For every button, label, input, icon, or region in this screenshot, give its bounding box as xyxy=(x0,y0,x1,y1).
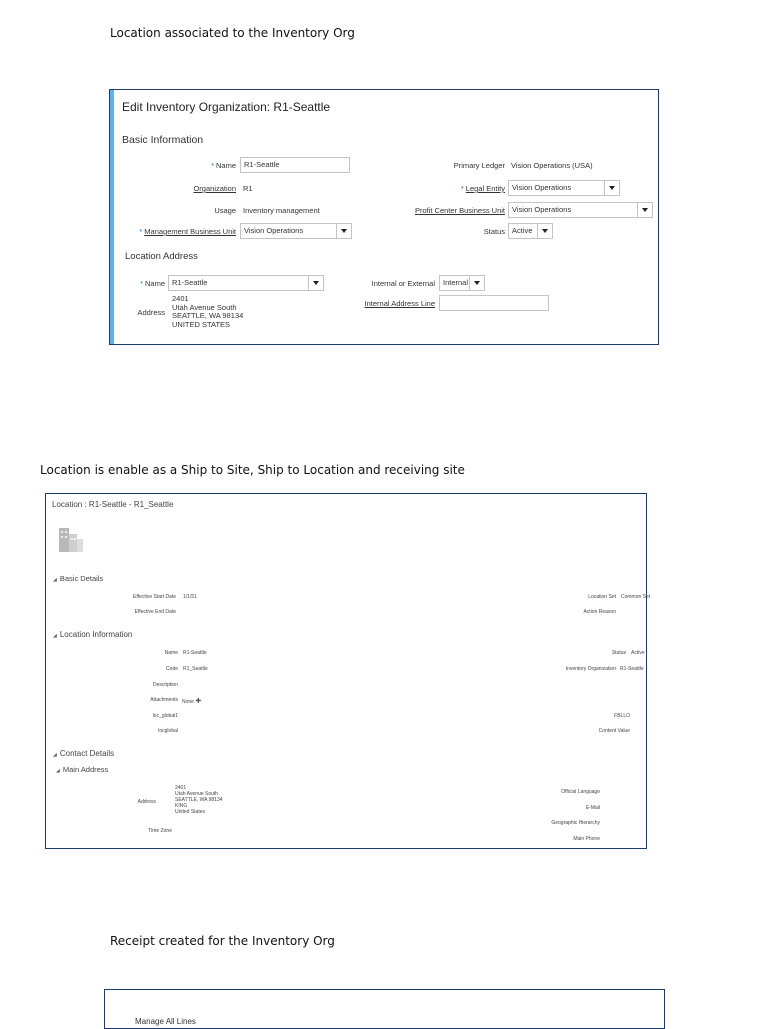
address-label: Address xyxy=(137,308,165,317)
attachments-label: Attachments xyxy=(150,697,178,703)
location-details-panel xyxy=(45,493,651,849)
location-name-select[interactable]: R1-Seattle xyxy=(168,275,324,291)
chevron-down-icon[interactable] xyxy=(637,203,652,217)
management-bu-label: * Management Business Unit xyxy=(139,227,236,236)
manage-all-lines-panel xyxy=(104,989,665,1029)
main-phone-label: Main Phone xyxy=(573,836,600,842)
code-label: Code xyxy=(166,666,178,672)
chevron-down-icon[interactable] xyxy=(604,181,619,195)
internal-external-select[interactable]: Internal xyxy=(439,275,485,291)
effective-start-value: 1/1/51 xyxy=(183,594,197,600)
legal-entity-select[interactable]: Vision Operations xyxy=(508,180,620,196)
fbllo-label: FBLLO xyxy=(614,713,630,719)
add-attachment-icon[interactable]: ✚ xyxy=(195,698,202,705)
status-value: Active xyxy=(631,650,645,656)
caption-inventory-org: Location associated to the Inventory Org xyxy=(110,26,355,40)
action-reason-label: Action Reason xyxy=(583,609,616,615)
description-label: Description xyxy=(152,682,178,688)
organization-value: R1 xyxy=(243,184,253,193)
collapse-triangle-icon[interactable]: ◢ xyxy=(56,768,60,774)
time-zone-label: Time Zone xyxy=(148,828,172,834)
section-main-address[interactable]: ◢ Main Address xyxy=(56,765,109,774)
status-label: Status xyxy=(483,227,505,236)
section-location-information[interactable]: ◢ Location Information xyxy=(53,630,133,639)
inventory-org-value: R1-Seattle xyxy=(620,666,644,672)
chevron-down-icon[interactable] xyxy=(537,224,552,238)
geographic-hierarchy-label: Geographic Hierarchy xyxy=(551,820,600,826)
internal-address-line-label: Internal Address Line xyxy=(364,299,435,308)
caption-ship-to-site: Location is enable as a Ship to Site, Ship to Location and receiving site xyxy=(40,463,465,477)
content-value-label: Content Value xyxy=(598,728,630,734)
address-block: 2401 Utah Avenue South SEATTLE, WA 98134 UNITED STATES xyxy=(172,294,244,329)
official-language-label: Official Language xyxy=(561,789,600,795)
location-set-label: Location Set xyxy=(588,594,616,600)
profit-center-bu-label: Profit Center Business Unit xyxy=(414,206,505,215)
attachments-value: None ✚ xyxy=(182,698,202,705)
location-set-value: Common Set xyxy=(621,594,651,600)
effective-end-label: Effective End Date xyxy=(134,609,176,615)
usage-value: Inventory management xyxy=(243,206,320,215)
name-label: * Name xyxy=(211,161,236,170)
legal-entity-label: * Legal Entity xyxy=(460,184,505,193)
name-value: R1-Seattle xyxy=(183,650,207,656)
status-select[interactable]: Active xyxy=(508,223,553,239)
primary-ledger-label: Primary Ledger xyxy=(453,161,505,170)
effective-start-label: Effective Start Date xyxy=(133,594,176,600)
edit-inventory-org-panel xyxy=(109,89,659,345)
collapse-triangle-icon[interactable]: ◢ xyxy=(53,752,57,758)
manage-all-lines-title: Manage All Lines xyxy=(135,1017,196,1026)
loc-global-label: loc_global1 xyxy=(152,713,178,719)
location-name-label: * Name xyxy=(140,279,165,288)
section-contact-details[interactable]: ◢ Contact Details xyxy=(53,749,115,758)
profit-center-bu-select[interactable]: Vision Operations xyxy=(508,202,653,218)
primary-ledger-value: Vision Operations (USA) xyxy=(511,161,593,170)
page-title: Edit Inventory Organization: R1-Seattle xyxy=(122,100,331,114)
management-bu-select[interactable]: Vision Operations xyxy=(240,223,352,239)
internal-external-label: Internal or External xyxy=(371,279,435,288)
status-label: Status xyxy=(611,650,626,656)
chevron-down-icon[interactable] xyxy=(308,276,323,290)
usage-label: Usage xyxy=(214,206,236,215)
address-label: Address xyxy=(137,799,156,805)
section-location-address: Location Address xyxy=(125,251,198,262)
email-label: E-Mail xyxy=(585,805,600,811)
internal-address-line-input[interactable] xyxy=(439,295,549,311)
section-basic-details[interactable]: ◢ Basic Details xyxy=(53,574,104,583)
caption-receipt: Receipt created for the Inventory Org xyxy=(110,934,335,948)
inventory-org-label: Inventory Organization xyxy=(565,666,616,672)
locglobal-label: locglobal xyxy=(158,728,178,734)
name-label: Name xyxy=(164,650,178,656)
chevron-down-icon[interactable] xyxy=(469,276,484,290)
chevron-down-icon[interactable] xyxy=(336,224,351,238)
location-title: Location : R1-Seattle - R1_Seattle xyxy=(52,500,174,509)
address-block: 2401 Utah Avenue South SEATTLE, WA 98134 KING United States xyxy=(175,785,223,815)
collapse-triangle-icon[interactable]: ◢ xyxy=(53,633,57,639)
organization-label: Organization xyxy=(193,184,236,193)
name-input[interactable]: R1-Seattle xyxy=(240,157,350,173)
code-value: R1_Seattle xyxy=(183,666,208,672)
panel-accent-bar xyxy=(110,90,114,344)
building-icon xyxy=(56,524,86,554)
collapse-triangle-icon[interactable]: ◢ xyxy=(53,577,57,583)
section-basic-information: Basic Information xyxy=(122,134,204,146)
